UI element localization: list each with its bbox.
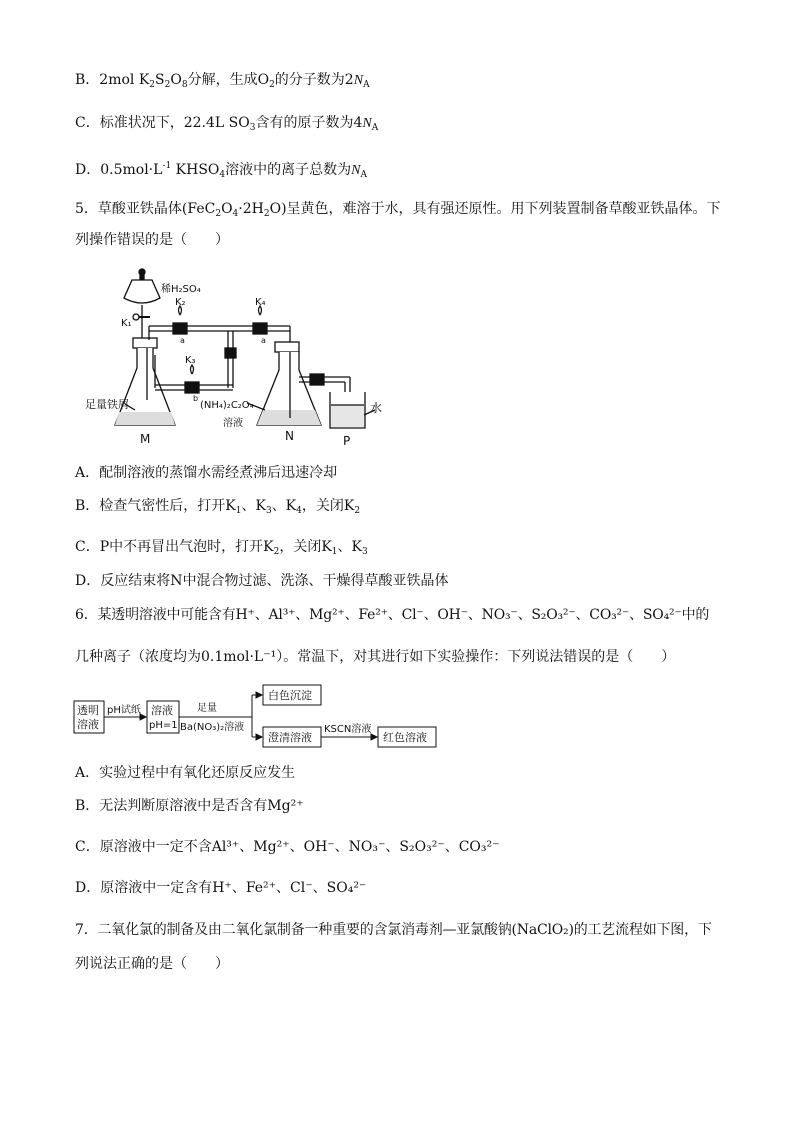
- svg-text:溶液: 溶液: [77, 718, 99, 731]
- q6-option-a: A．实验过程中有氧化还原反应发生: [75, 765, 296, 781]
- experiment-flowchart: [72, 683, 442, 753]
- q5-option-d: D．反应结束将N中混合物过滤、洗涤、干燥得草酸亚铁晶体: [75, 573, 449, 589]
- svg-text:红色溶液: 红色溶液: [383, 731, 427, 744]
- q6-option-b: B．无法判断原溶液中是否含有Mg²⁺: [75, 798, 304, 814]
- svg-text:溶液: 溶液: [151, 704, 173, 717]
- q6-stem-line2: 几种离子（浓度均为0.1mol·L⁻¹）。常温下，对其进行如下实验操作：下列说法错误的是（ ）: [75, 649, 676, 665]
- valve-k2: [173, 323, 187, 334]
- water-label: 水: [370, 401, 383, 415]
- svg-text:K₄: K₄: [255, 297, 266, 308]
- separatory-funnel: [124, 280, 160, 303]
- svg-text:pH=1: pH=1: [149, 720, 178, 731]
- svg-text:透明: 透明: [77, 704, 99, 717]
- q5-stem-line1: 5．草酸亚铁晶体$(FeC_2O_4\cdot 2H_2O)$呈黄色，难溶于水，具有强还原性。用下列装置制备草酸亚铁晶体。下: [75, 201, 721, 219]
- k1-label: K₁: [121, 318, 132, 329]
- oxalate-label: (NH₄)₂C₂O₄: [200, 400, 254, 411]
- valve-k3: [185, 382, 199, 393]
- svg-text:a: a: [261, 336, 266, 345]
- svg-text:b: b: [193, 394, 199, 403]
- q4-option-d: D．$0.5mol\cdot L^{-1}$ $KHSO_4$溶液中的离子总数为$N_A$: [75, 161, 367, 180]
- svg-text:白色沉淀: 白色沉淀: [268, 689, 312, 702]
- solution-label: 溶液: [223, 418, 243, 429]
- svg-text:KSCN溶液: KSCN溶液: [324, 724, 372, 735]
- svg-text:澄清溶液: 澄清溶液: [268, 731, 312, 744]
- svg-text:Ba(NO₃)₂溶液: Ba(NO₃)₂溶液: [180, 722, 245, 733]
- q5-option-b: B．检查气密性后，打开$K_1$、$K_3$、$K_4$，关闭$K_2$: [75, 498, 361, 516]
- svg-text:a: a: [180, 336, 185, 345]
- label-p: P: [343, 434, 351, 448]
- label-m: M: [140, 432, 151, 446]
- svg-text:足量: 足量: [197, 703, 217, 714]
- dilute-acid-label: 稀H₂SO₄: [161, 284, 201, 295]
- valve-k4: [253, 323, 267, 334]
- iron-label: 足量铁屑: [85, 398, 129, 411]
- q6-stem-line1: 6．某透明溶液中可能含有H⁺、Al³⁺、Mg²⁺、Fe²⁺、Cl⁻、OH⁻、NO₃⁻、S₂O₃²⁻、CO₃²⁻、SO₄²⁻中的: [75, 607, 710, 623]
- middle-valve: [225, 348, 236, 358]
- q7-stem-line2: 列说法正确的是（ ）: [75, 956, 229, 972]
- q4-option-c: C．标准状况下，22.4L $SO_3$含有的原子数为$4N_A$: [75, 115, 379, 133]
- svg-text:pH试纸: pH试纸: [107, 705, 141, 716]
- q5-stem-line2: 列操作错误的是（ ）: [75, 232, 229, 248]
- q5-option-a: A．配制溶液的蒸馏水需经煮沸后迅速冷却: [75, 465, 338, 481]
- svg-text:K₂: K₂: [175, 297, 186, 308]
- q7-stem-line1: 7．二氧化氯的制备及由二氧化氯制备一种重要的含氯消毒剂—亚氯酸钠(NaClO₂)的工艺流程如下图，下: [75, 922, 712, 938]
- q4-option-b: B．2mol $K_2S_2O_8$分解，生成$O_2$的分子数为$2N_A$: [75, 72, 370, 90]
- q5-option-c: C．P中不再冒出气泡时，打开$K_2$，关闭$K_1$、$K_3$: [75, 539, 368, 557]
- svg-text:K₃: K₃: [185, 355, 196, 366]
- q6-option-c: C．原溶液中一定不含Al³⁺、Mg²⁺、OH⁻、NO₃⁻、S₂O₃²⁻、CO₃²⁻: [75, 839, 500, 855]
- apparatus-diagram: [85, 260, 385, 455]
- label-n: N: [285, 429, 294, 443]
- q6-option-d: D．原溶液中一定含有H⁺、Fe²⁺、Cl⁻、SO₄²⁻: [75, 880, 367, 896]
